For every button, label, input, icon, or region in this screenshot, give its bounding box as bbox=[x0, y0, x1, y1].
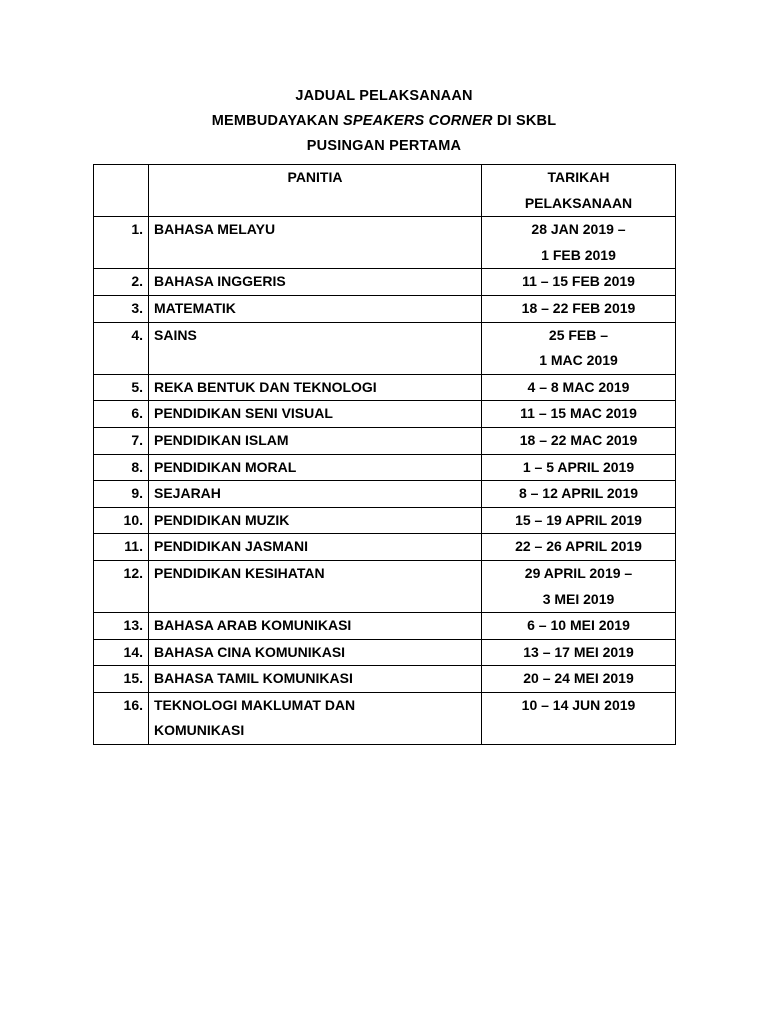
date-line: 20 – 24 MEI 2019 bbox=[523, 670, 634, 687]
date-line: 29 APRIL 2019 – bbox=[524, 564, 633, 581]
subject-line: BAHASA INGGERIS bbox=[154, 273, 286, 290]
row-date bbox=[482, 454, 676, 481]
row-number: 5. bbox=[94, 374, 149, 401]
subtitle-suffix: DI SKBL bbox=[492, 113, 557, 129]
row-date bbox=[482, 427, 676, 454]
date-line: 15 – 19 APRIL 2019 bbox=[515, 511, 642, 528]
date-line: 1 – 5 APRIL 2019 bbox=[522, 458, 635, 475]
row-subject bbox=[149, 401, 482, 428]
row-date bbox=[482, 639, 676, 666]
subject-line: BAHASA ARAB KOMUNIKASI bbox=[154, 617, 352, 634]
row-number: 13. bbox=[94, 613, 149, 640]
subject-line: TEKNOLOGI MAKLUMAT DAN bbox=[154, 696, 356, 713]
subject-line: BAHASA TAMIL KOMUNIKASI bbox=[154, 670, 353, 687]
table-row bbox=[94, 666, 676, 693]
row-number: 16. bbox=[94, 692, 149, 744]
document-round-label: PUSINGAN PERTAMA bbox=[306, 138, 462, 154]
row-subject bbox=[149, 454, 482, 481]
date-line: 11 – 15 FEB 2019 bbox=[522, 273, 635, 290]
subject-line: PENDIDIKAN ISLAM bbox=[154, 431, 289, 448]
row-date bbox=[482, 481, 676, 508]
row-date bbox=[482, 534, 676, 561]
row-number: 4. bbox=[94, 322, 149, 374]
row-number: 3. bbox=[94, 295, 149, 322]
row-date bbox=[482, 374, 676, 401]
table-row bbox=[94, 507, 676, 534]
table-row bbox=[94, 454, 676, 481]
row-number: 12. bbox=[94, 560, 149, 612]
row-number: 7. bbox=[94, 427, 149, 454]
date-line: 25 FEB – bbox=[548, 326, 609, 343]
subject-line: PENDIDIKAN MUZIK bbox=[154, 511, 290, 528]
table-row bbox=[94, 269, 676, 296]
subtitle-prefix: MEMBUDAYAKAN bbox=[211, 113, 343, 129]
row-number: 1. bbox=[94, 217, 149, 269]
subject-line: REKA BENTUK DAN TEKNOLOGI bbox=[154, 378, 377, 395]
row-date bbox=[482, 666, 676, 693]
row-number: 11. bbox=[94, 534, 149, 561]
date-line: 18 – 22 FEB 2019 bbox=[521, 299, 636, 316]
table-row bbox=[94, 613, 676, 640]
subject-line: SEJARAH bbox=[154, 485, 221, 502]
subject-line: BAHASA MELAYU bbox=[154, 221, 276, 238]
date-line: 6 – 10 MEI 2019 bbox=[527, 617, 630, 634]
table-body bbox=[94, 217, 676, 745]
schedule-table bbox=[93, 164, 676, 745]
date-line: 3 MEI 2019 bbox=[542, 590, 615, 607]
table-row bbox=[94, 217, 676, 269]
date-line: 22 – 26 APRIL 2019 bbox=[515, 538, 642, 555]
header-panitia: PANITIA bbox=[149, 165, 482, 217]
row-number: 14. bbox=[94, 639, 149, 666]
table-row bbox=[94, 639, 676, 666]
row-subject bbox=[149, 322, 482, 374]
row-number: 10. bbox=[94, 507, 149, 534]
row-date bbox=[482, 269, 676, 296]
row-subject bbox=[149, 534, 482, 561]
subject-line: PENDIDIKAN SENI VISUAL bbox=[154, 405, 333, 422]
subtitle-italic: SPEAKERS CORNER bbox=[342, 113, 493, 129]
row-date bbox=[482, 613, 676, 640]
row-subject bbox=[149, 639, 482, 666]
row-date bbox=[482, 507, 676, 534]
date-line: 28 JAN 2019 – bbox=[531, 221, 626, 238]
row-number: 2. bbox=[94, 269, 149, 296]
table-header-row bbox=[94, 165, 676, 217]
subject-line: PENDIDIKAN KESIHATAN bbox=[154, 564, 325, 581]
date-line: 11 – 15 MAC 2019 bbox=[520, 405, 637, 422]
date-line: 10 – 14 JUN 2019 bbox=[521, 696, 636, 713]
row-number: 15. bbox=[94, 666, 149, 693]
row-subject bbox=[149, 374, 482, 401]
subject-line: PENDIDIKAN MORAL bbox=[154, 458, 297, 475]
subject-line: BAHASA CINA KOMUNIKASI bbox=[154, 643, 346, 660]
date-line: 1 FEB 2019 bbox=[541, 246, 616, 263]
row-date bbox=[482, 322, 676, 374]
row-subject bbox=[149, 692, 482, 744]
subject-line: KOMUNIKASI bbox=[154, 722, 245, 739]
row-subject bbox=[149, 560, 482, 612]
row-number: 9. bbox=[94, 481, 149, 508]
table-row bbox=[94, 481, 676, 508]
document-title: JADUAL PELAKSANAAN bbox=[295, 88, 473, 104]
subject-line: MATEMATIK bbox=[154, 299, 236, 316]
row-subject bbox=[149, 666, 482, 693]
header-tarikh-line1: TARIKAH bbox=[547, 169, 610, 185]
table-row bbox=[94, 692, 676, 744]
row-subject bbox=[149, 613, 482, 640]
row-date bbox=[482, 401, 676, 428]
row-subject bbox=[149, 427, 482, 454]
table-row bbox=[94, 322, 676, 374]
row-number: 6. bbox=[94, 401, 149, 428]
row-subject bbox=[149, 295, 482, 322]
header-tarikh bbox=[482, 165, 676, 217]
table-row bbox=[94, 427, 676, 454]
date-line: 1 MAC 2019 bbox=[539, 352, 618, 369]
row-date bbox=[482, 295, 676, 322]
table-row bbox=[94, 534, 676, 561]
table-row bbox=[94, 560, 676, 612]
row-subject bbox=[149, 507, 482, 534]
date-line: 18 – 22 MAC 2019 bbox=[519, 431, 638, 448]
header-number bbox=[94, 165, 149, 217]
table-row bbox=[94, 374, 676, 401]
table-row bbox=[94, 295, 676, 322]
row-date bbox=[482, 560, 676, 612]
date-line: 4 – 8 MAC 2019 bbox=[527, 378, 630, 395]
table-row bbox=[94, 401, 676, 428]
row-number: 8. bbox=[94, 454, 149, 481]
row-subject bbox=[149, 217, 482, 269]
row-subject bbox=[149, 481, 482, 508]
date-line: 8 – 12 APRIL 2019 bbox=[518, 485, 639, 502]
header-tarikh-line2: PELAKSANAAN bbox=[524, 194, 633, 211]
date-line: 13 – 17 MEI 2019 bbox=[523, 643, 634, 660]
row-date bbox=[482, 217, 676, 269]
document-subtitle bbox=[0, 113, 768, 129]
row-subject bbox=[149, 269, 482, 296]
subject-line: PENDIDIKAN JASMANI bbox=[154, 538, 309, 555]
row-date bbox=[482, 692, 676, 744]
subject-line: SAINS bbox=[154, 326, 197, 343]
